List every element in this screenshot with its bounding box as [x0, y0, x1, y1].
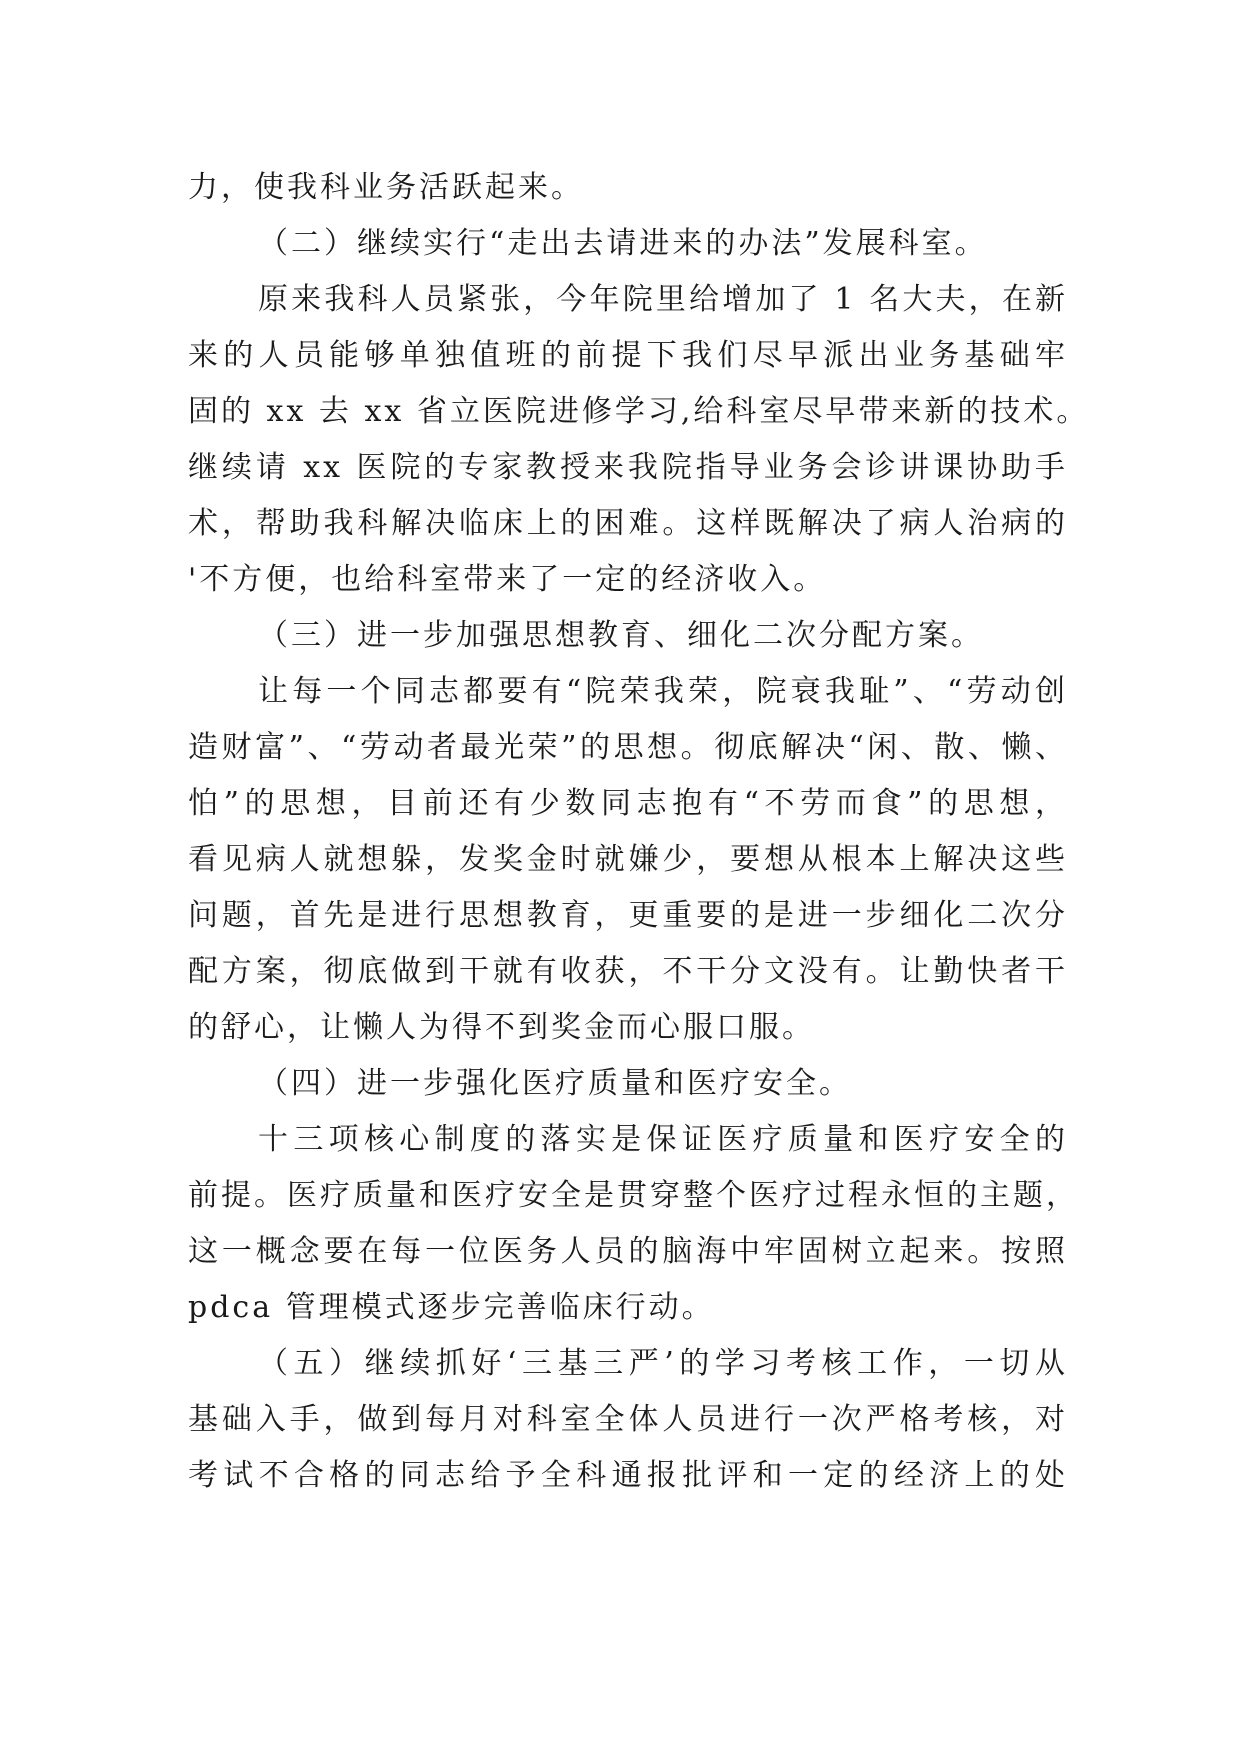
text-line: 继续请 xx 医院的专家教授来我院指导业务会诊讲课协助手	[188, 450, 1068, 485]
text-line: （二）继续实行“走出去请进来的办法”发展科室。	[258, 226, 988, 261]
text-line: 让每一个同志都要有“院荣我荣，院衰我耻”、“劳动创	[258, 674, 1068, 709]
text-line: 前提。医疗质量和医疗安全是贯穿整个医疗过程永恒的主题，	[188, 1178, 1079, 1213]
text-line: 造财富”、“劳动者最光荣”的思想。彻底解决“闲、散、懒、	[188, 730, 1068, 765]
text-line: （五）继续抓好‘三基三严’的学习考核工作，一切从	[258, 1346, 1068, 1381]
text-line: 十三项核心制度的落实是保证医疗质量和医疗安全的	[258, 1122, 1068, 1157]
text-line: 这一概念要在每一位医务人员的脑海中牢固树立起来。按照	[188, 1234, 1068, 1269]
text-line: 考试不合格的同志给予全科通报批评和一定的经济上的处	[188, 1458, 1068, 1493]
text-line: （三）进一步加强思想教育、细化二次分配方案。	[258, 618, 984, 653]
text-line: 看见病人就想躲，发奖金时就嫌少，要想从根本上解决这些	[188, 842, 1068, 877]
text-line: （四）进一步强化医疗质量和医疗安全。	[258, 1066, 852, 1101]
text-line: 问题，首先是进行思想教育，更重要的是进一步细化二次分	[188, 898, 1068, 933]
text-line: 的舒心，让懒人为得不到奖金而心服口服。	[188, 1010, 815, 1045]
text-line: 力，使我科业务活跃起来。	[188, 170, 584, 205]
text-line: 术，帮助我科解决临床上的困难。这样既解决了病人治病的	[188, 506, 1068, 541]
body-text	[188, 160, 1090, 1504]
text-line: 来的人员能够单独值班的前提下我们尽早派出业务基础牢	[188, 338, 1068, 373]
text-line: 固的 xx 去 xx 省立医院进修学习,给科室尽早带来新的技术。	[188, 394, 1090, 429]
text-line: 配方案，彻底做到干就有收获，不干分文没有。让勤快者干	[188, 954, 1068, 989]
text-line: 原来我科人员紧张，今年院里给增加了 1 名大夫，在新	[258, 282, 1068, 317]
text-line: 怕”的思想，目前还有少数同志抱有“不劳而食”的思想，	[188, 786, 1068, 821]
text-line: 基础入手，做到每月对科室全体人员进行一次严格考核，对	[188, 1402, 1068, 1437]
text-line: '不方便，也给科室带来了一定的经济收入。	[188, 562, 827, 597]
text-line: pdca 管理模式逐步完善临床行动。	[188, 1290, 715, 1325]
